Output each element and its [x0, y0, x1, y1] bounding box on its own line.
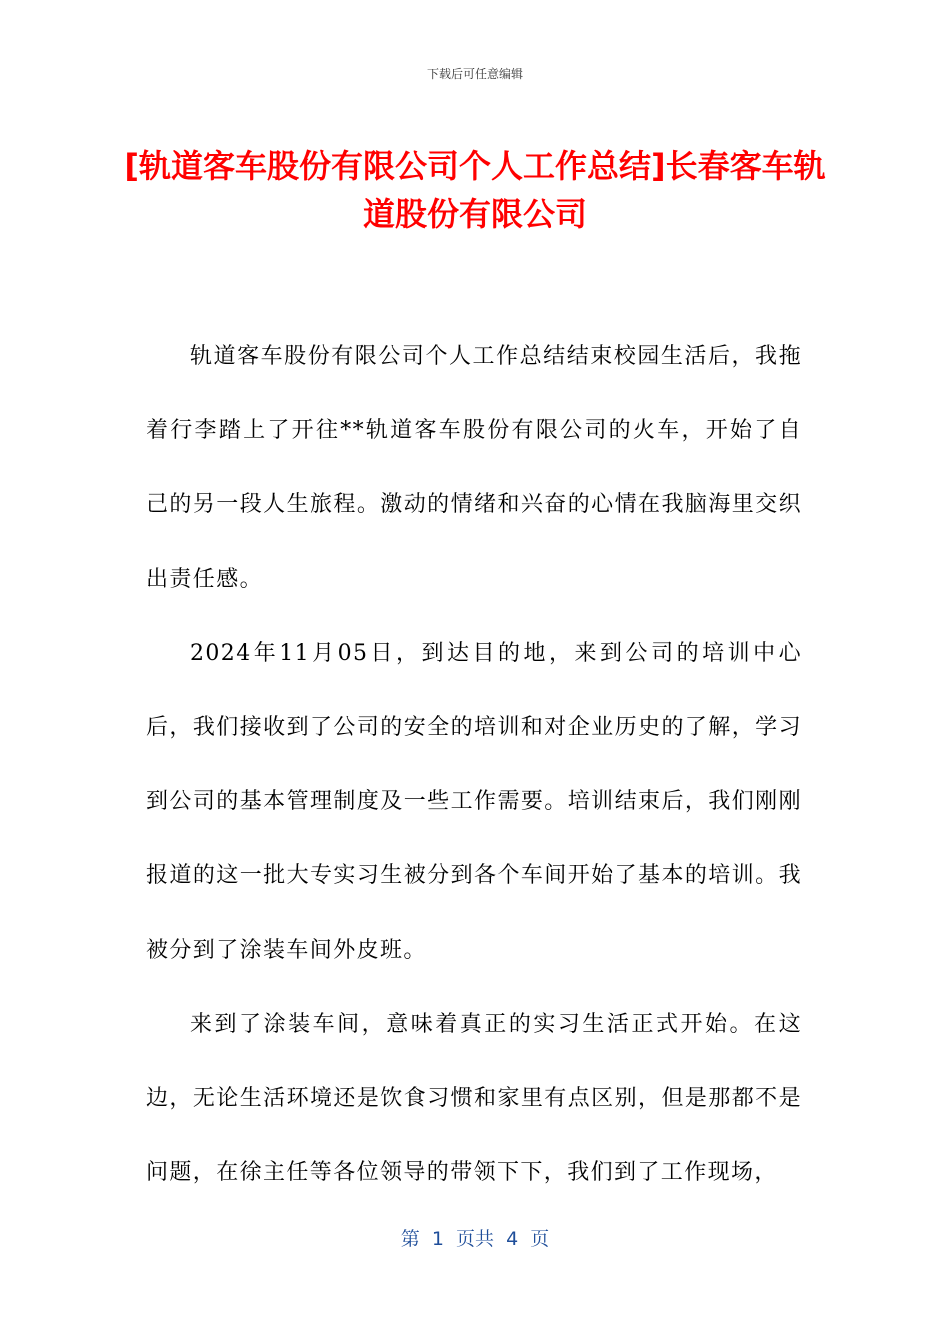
body-paragraph: 来到了涂装车间，意味着真正的实习生活正式开始。在这边，无论生活环境还是饮食习惯和家里有点区别，但是那都不是问题，在徐主任等各位领导的带领下下，我们到了工作现场， [146, 1011, 802, 1186]
document-body [146, 320, 802, 1210]
body-paragraph: 轨道客车股份有限公司个人工作总结结束校园生活后，我拖着行李踏上了开往**轨道客车股份有限公司的火车，开始了自己的另一段人生旅程。激动的情绪和兴奋的心情在我脑海里交织出责任感。 [146, 344, 802, 592]
page-number-footer: 第 1 页共 4 页 [400, 1228, 550, 1250]
document-title: [轨道客车股份有限公司个人工作总结]长春客车轨道股份有限公司 [124, 147, 826, 233]
body-paragraph: 2024年11月05日，到达目的地，来到公司的培训中心后，我们接收到了公司的安全的培训和对企业历史的了解，学习到公司的基本管理制度及一些工作需要。培训结束后，我们刚刚报道的这一批大专实习生被分到各个车间开始了基本的培训。我被分到了涂装车间外皮班。 [146, 640, 802, 963]
page-header-note: 下载后可任意编辑 [426, 67, 523, 81]
